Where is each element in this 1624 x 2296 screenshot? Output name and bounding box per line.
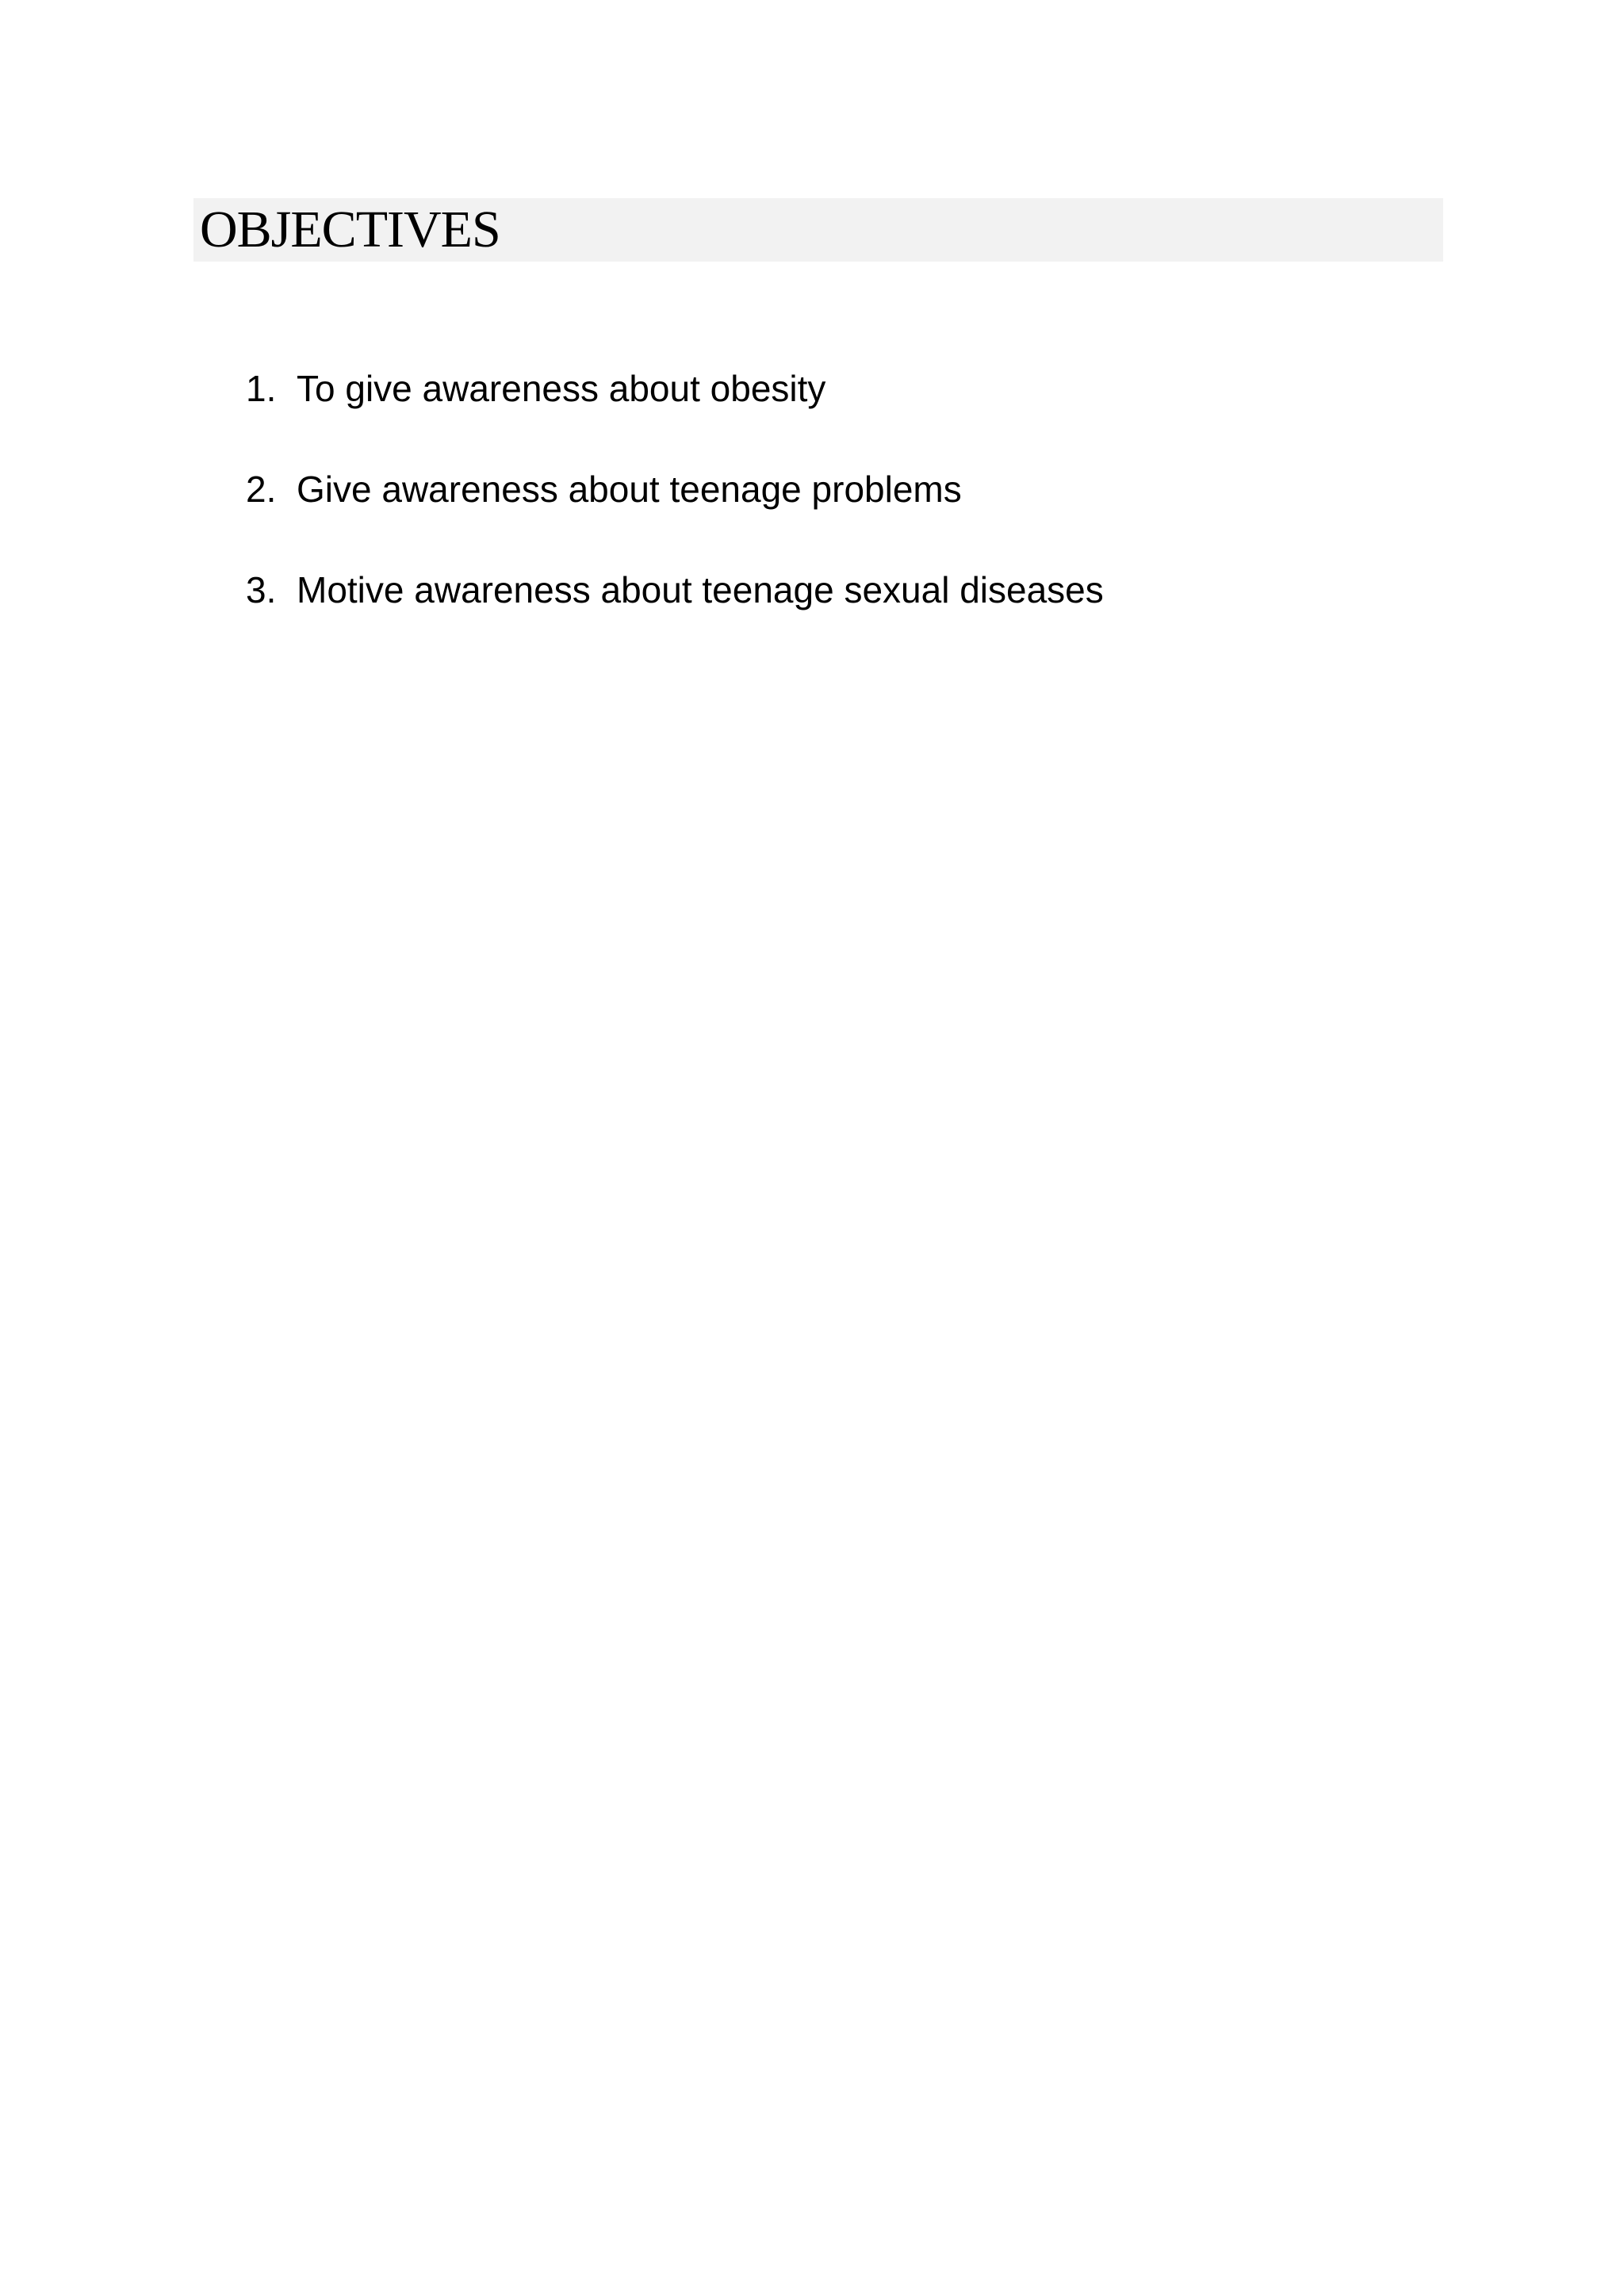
list-item xyxy=(246,461,1104,562)
list-item xyxy=(246,562,1104,663)
list-item-text: Motive awareness about teenage sexual diseases xyxy=(297,569,1104,610)
section-heading-band xyxy=(193,198,1443,262)
list-item xyxy=(246,361,1104,461)
list-item-text: Give awareness about teenage problems xyxy=(297,469,962,510)
list-item-text: To give awareness about obesity xyxy=(297,368,826,409)
section-heading: OBJECTIVES xyxy=(200,201,500,258)
list-item-number: 1. xyxy=(246,368,277,409)
list-item-number: 2. xyxy=(246,469,277,510)
list-item-number: 3. xyxy=(246,569,277,610)
objectives-list xyxy=(246,361,1104,663)
